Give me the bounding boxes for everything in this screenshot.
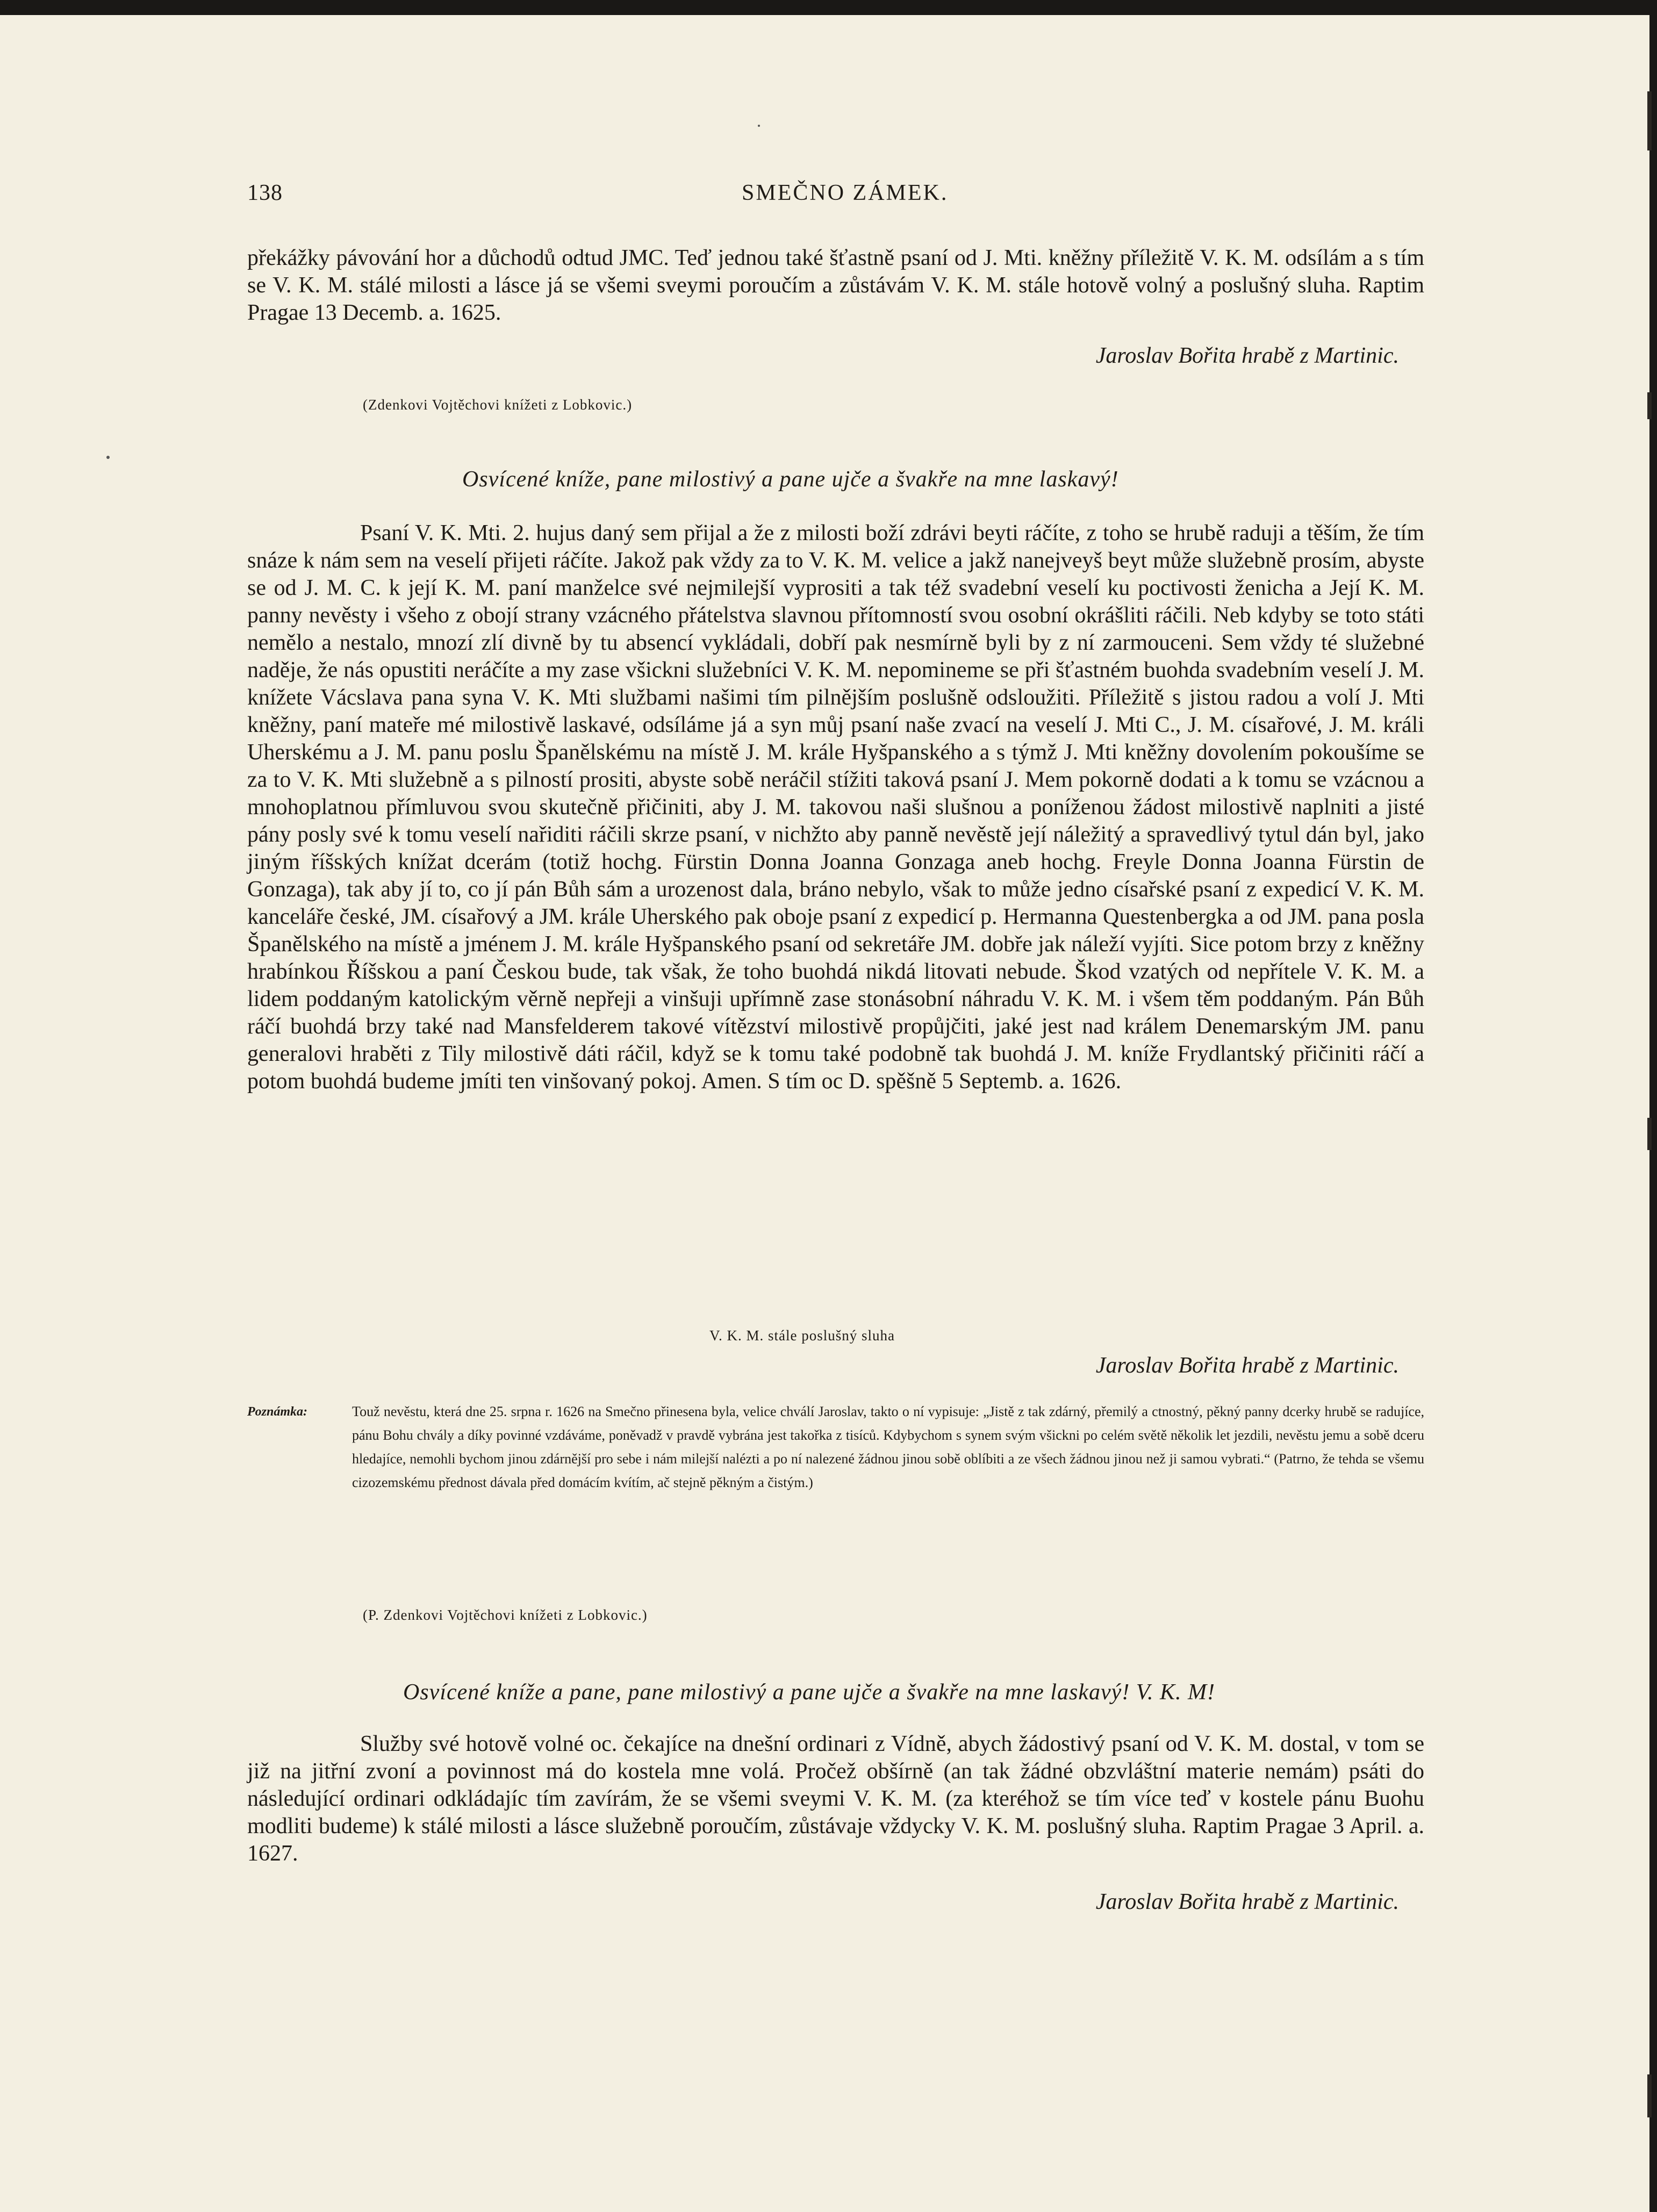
letter2-body-block	[247, 520, 1424, 1095]
letter1-continuation: překážky pávování hor a důchodů odtud JMC. Teď jednou také šťastně psaní od J. Mti. kněžny příležitě V. K. M. odsílám a s tím se V. K. M. stálé milosti a lásce já se všemi sveymi poroučím a zůstávám V. K. M. stále hotově volný a poslušný sluha. Raptim Pragae 13 Decemb. a. 1625.	[247, 246, 1424, 325]
running-title: SMEČNO ZÁMEK.	[742, 181, 949, 205]
footnote-text: Touž nevěstu, která dne 25. srpna r. 1626 na Smečno přinesena byla, velice chválí Jaroslav, takto o ní vypisuje: „Jistě z tak zdárný, přemilý a ctnostný, pěkný panny dcerky hrubě se radujíce, pánu Bohu chvály a díky povinné vzdáváme, poněvadž v pravdě vybrána jest takořka z tisíců. Kdybychom s synem svým všickni po celém světě několik let jezdili, nevěstu jemu a sobě dceru hledajíce, nemohli bychom jinou zdárnější pro sebe i nám milejší nalézti a po ní nalezené žádnou jinou sobě oblíbiti a ze všech žádnou jinou než ji samou vybrati.“ (Patrno, že tehda se všemu cizozemskému přednost dávala před domácím kvítím, ač stejně pěkným a čistým.)	[352, 1404, 1424, 1490]
footnote	[247, 1400, 1424, 1495]
letter1-continuation-block	[247, 245, 1424, 327]
letter3-addressee: (P. Zdenkovi Vojtěchovi knížeti z Lobkovic.)	[363, 1607, 648, 1623]
letter3-salutation: Osvícené kníže a pane, pane milostivý a pane ujče a švakře na mne laskavý! V. K. M!	[403, 1680, 1215, 1705]
letter3-body-block	[247, 1730, 1424, 1868]
paper-speck	[106, 456, 110, 459]
letter2-signature: Jaroslav Bořita hrabě z Martinic.	[1095, 1353, 1399, 1378]
paper-speck	[758, 125, 760, 127]
letter2-body: Psaní V. K. Mti. 2. hujus daný sem přijal a že z milosti boží zdrávi beyti ráčíte, z toho se hrubě raduji a těším, že tím snáze k nám sem na veselí přijeti ráčíte. Jakož pak vždy za to V. K. M. velice a jakž nanejveyš beyt může služebně prosím, abyste se od J. M. C. k její K. M. paní manželce své nejmilejší vyprositi a tak též svadební veselí ku poctivosti ženicha a Její K. M. panny nevěsty i všeho z obojí strany vzácného přátelstva slavnou přítomností svou osobní okrášliti ráčili. Neb kdyby se toto státi nemělo a nestalo, mnozí zlí divně by tu absencí vykládali, dobří pak nesmírně byli by z ní zarmouceni. Sem vždy té služebné naděje, že nás opustiti neráčíte a my zase všickni služebníci V. K. M. nepomineme se při šťastném buohda svadebním veselí J. M. knížete Vácslava pana syna V. K. Mti službami našimi tím pilnějším poslušně odsloužiti. Příležitě s jistou radou a volí J. Mti kněžny, paní mateře mé milostivě laskavé, odsíláme já a syn můj psaní naše zvací na veselí J. Mti C., J. M. císařové, J. M. králi Uherskému a J. M. panu poslu Španělskému na místě J. M. krále Hyšpanského a s týmž J. Mti kněžny dovolením pokoušíme se za to V. K. Mti služebně a s pilností prositi, abyste sobě neráčil stížiti taková psaní J. Mem pokorně dodati a k tomu se vzácnou a mnohoplatnou přímluvou svou skutečně přičiniti, aby J. M. takovou naši slušnou a poníženou žádost milostivě naplniti a jisté pány posly své k tomu veselí nařiditi ráčili skrze psaní, v nichžto aby panně nevěstě její náležitý a spravedlivý tytul dán byl, jako jiným říšských knížat dcerám (totiž hochg. Fürstin Donna Joanna Gonzaga aneb hochg. Freyle Donna Joanna Fürstin de Gonzaga), tak aby jí to, co jí pán Bůh sám a urozenost dala, bráno nebylo, však to může jedno císařské psaní z expedicí V. K. M. kanceláře české, JM. císařový a JM. krále Uherského pak oboje psaní z expedicí p. Hermanna Questenbergka a od JM. pana posla Španělského na místě a jménem J. M. krále Hyšpanského psaní od sekretáře JM. dobře jak náleží vyjíti. Sice potom brzy z kněžny hrabínkou Říšskou a paní Českou bude, tak však, že toho buohdá nikdá litovati nebude. Škod vzatých od nepřítele V. K. M. a lidem poddaným katolickým věrně nepřeji a vinšuji upřímně zase stonásobní náhradu V. K. M. i všem těm poddaným. Pán Bůh ráčí buohdá brzy také nad Mansfelderem takové vítězství milostivě propůjčiti, jaké jest nad králem Denemarským JM. panu generalovi hraběti z Tily milostivě dáti ráčil, když se k tomu také podobně tak buohdá J. M. kníže Frydlantský přičiniti ráčí a potom buohdá budeme jmíti ten vinšovaný pokoj. Amen. S tím oc D. spěšně 5 Septemb. a. 1626.	[247, 521, 1424, 1094]
letter3-signature: Jaroslav Bořita hrabě z Martinic.	[1095, 1890, 1399, 1914]
letter2-addressee: (Zdenkovi Vojtěchovi knížeti z Lobkovic.)	[363, 397, 633, 413]
letter2-closing: V. K. M. stále poslušný sluha	[709, 1327, 895, 1344]
letter2-salutation: Osvícené kníže, pane milostivý a pane ujče a švakře na mne laskavý!	[462, 467, 1119, 492]
page-number: 138	[247, 181, 283, 205]
footnote-label: Poznámka:	[247, 1405, 308, 1419]
letter1-signature: Jaroslav Bořita hrabě z Martinic.	[1095, 343, 1399, 368]
letter3-body: Služby své hotově volné oc. čekajíce na dnešní ordinari z Vídně, abych žádostivý psaní od V. K. M. dostal, v tom se již na jitřní zvoní a povinnost má do kostela mne volá. Pročež obšírně (an tak žádné obzvláštní materie nemám) psáti do následující ordinari odkládajíc tím zavírám, že se všemi sveymi V. K. M. (za kteréhož se tím více teď v kostele pánu Buohu modliti budeme) k stálé milosti a lásce služebně poroučím, zůstávaje vždycky V. K. M. poslušný sluha. Raptim Pragae 3 April. a. 1627.	[247, 1732, 1424, 1866]
